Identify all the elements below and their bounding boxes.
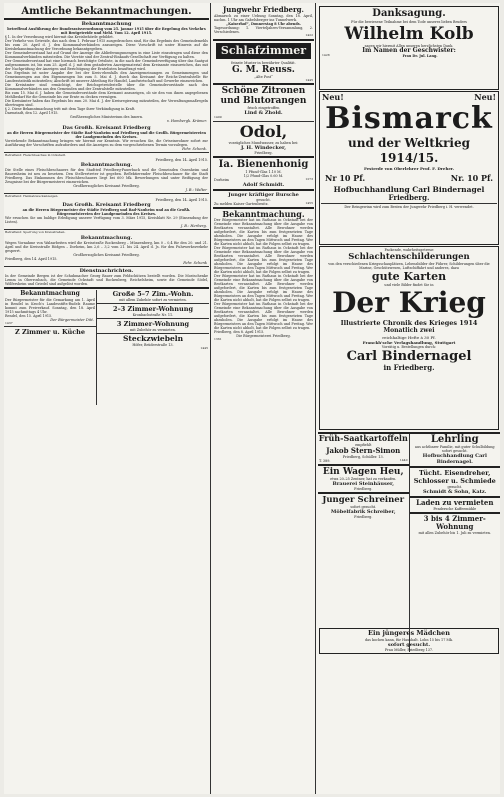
notice-authority: Großherzogliches Kreisamt Friedberg.	[73, 183, 140, 188]
notice-signature: Fehr. Schenk	[183, 260, 207, 265]
ad-title: Junger kräftiger Bursche	[228, 191, 299, 198]
ad-body: mit allem Zubehör sofort zu vermieten.	[119, 297, 187, 302]
ad-place: Friedberg.	[354, 515, 373, 519]
notice-paragraph: Der Gemeindevorstand hat auf Grund der Anzeige die Ablieferungsmengen in eine Liste einzutragen und diese den Kommunalverbänden mitzuteilen. Die Vorräte sind der Zentral-Einkaufs-Gesellschaft zur Verfügung zu halten.	[5, 51, 208, 59]
masthead: Amtliche Bekanntmachungen.	[21, 6, 192, 17]
notice-reference: Betreffend: Fleischbeschau in Ockstadt.	[5, 153, 66, 157]
ad-price: Nr 10 Pf.	[325, 173, 366, 183]
notice-signature: J. B.: Herberg.	[180, 224, 207, 229]
schlafzimmer-ad	[216, 43, 311, 59]
ad-title: Odol,	[239, 121, 288, 141]
ad-apartments	[97, 290, 209, 405]
ad-number: 1437	[5, 320, 13, 325]
ad-body: mit Zubehör zu vermieten.	[130, 327, 176, 332]
ad-title: Große 5–7 Zim.-Wohn.	[112, 289, 194, 298]
ad-title: Schlafzimmer	[220, 43, 307, 57]
ad-body: von den verschiedenen Kriegsschauplätzen, Lebensbilder der Führer, Schilderungen über die Marine, Geschützwesen, Luftschiffahrt und anderes, dazu	[328, 262, 490, 270]
ad-body: sofort gesucht.	[387, 641, 431, 648]
ad-title: Ia. Bienenhonig	[218, 158, 309, 170]
column-divider	[315, 3, 316, 794]
ad-footer	[213, 202, 314, 206]
ad-body: sofort gesucht.	[350, 505, 377, 509]
ad-body: Der Bürgermeister für die Gemarkung am 1. April in Rendel in Kroch's Landesstifts-Rudels Raume kommt zum Freiverkauf. Sonntag, den 18. April 1915 nachmittags 4 Uhr.	[5, 297, 95, 314]
ad-body: feinste Muster in bewährter Qualität.	[231, 60, 296, 65]
notice-paragraph: Der Gemeindevorstand hat eine hiernach berichtigte Ortsliste, in die nach der Gemeindeverfügung über das Saatgut aufgenommen ist, bis zum 25. April d. J. mit dem geänderten Anzeigematerial dem Kreisamte einzureichen, das mit der Nachprüfung der Anzeigen und Berichtigung der Erntelisten beauftragt wird.	[5, 59, 208, 71]
ad-place: Dorheim	[214, 177, 229, 182]
ad-firm: G. M. Reuss.	[232, 64, 295, 75]
notice-paragraph: § 2. Diese Bekanntmachung tritt mit dem Tage ihrer Verkündigung in Kraft.	[5, 107, 136, 111]
notice-authority: Großherzogliches Ministerium des Innern.	[69, 115, 144, 119]
ad-title: Früh-Saatkartoffeln	[318, 433, 408, 443]
ad-body: und viele Bilder findet Sie in	[384, 283, 434, 287]
notice-body: Vorstehende Bekanntmachung bringen wir hiermit zur Kenntnis. Wir ersuchen Sie, die Ortseinwohner sofort zur Ausführung der Vorschriften aufzufordern und die Anzeigen zu dem vorgeschriebenen Termin vorzulegen.	[5, 139, 208, 147]
ad-body: Vorrätig u. Bestellungen durch:	[381, 345, 437, 349]
ad-firm: Hofbuchhandlung Carl Bindernagel	[333, 185, 485, 194]
notice-title: Bekanntmachung.	[80, 161, 133, 168]
ad-prices	[325, 174, 493, 183]
ad-title: Schöne Zitronen und Blutorangen	[220, 86, 307, 107]
notice-body: Die Stelle eines Fleischbeschauers für den Stadtteil Friedberg-Fauerbach und die Gemeinden Ossenheim und Bauernheim ist neu zu besetzen. Den Stellvertreter ist gegeben. Reflektierender Fleischbeschauer für die Stadt Friedberg. Das Einkommen des Fleischbeschauers liegt bei 600 Mk. Bewerbungen sind unter Beifügung der Zeugnisse bei der Bürgermeisterei einzureichen.	[5, 167, 208, 184]
notice-subtitle: betreffend Ausführung der Bundesratsverordnung vom 25. Januar 1915 über die Regelung des Verkehrs mit Brotgetreide und Mehl. Vom 12. April 1915.	[7, 27, 206, 35]
notice-title: Bekanntmachung.	[80, 234, 133, 241]
notice-paragraph: § 1. In der Verordnung wird hiermit das Kreisbehörde gebildet.	[5, 35, 114, 39]
notice-body: Der Bürgermeister hat im Rathaus in Ockstadt bei der Gemeinde eine Bekanntmachung über die Ausgabe von Brotkarten veranstaltet. Alle Bewohner werden aufgefordert, die Karten bis zum festgesetzten Tage abzuholen. Die Ausgabe erfolgt im Hause des Bürgermeisters an den Tagen Mittwoch und Freitag. Wer die Karten nicht abholt, hat die Folgen selbst zu tragen.	[214, 245, 313, 274]
ad-body: Monatlich zwei	[383, 327, 435, 334]
ad-firm: Carl Bindernagel	[346, 349, 472, 364]
notice-authority: Die Bürgermeisterei Friedberg.	[236, 333, 291, 338]
ad-body: Der Reingewinn wird zum Besten der Jungwehr Friedberg i. H. verwendet.	[344, 205, 474, 209]
ad-title: Junger Schreiner	[322, 495, 405, 505]
notice-heading: Das Großh. Kreisamt Friedberg	[62, 202, 151, 209]
ad-body: sagen wir hiermit Allen unseren herzlichsten Dank.	[364, 44, 454, 48]
ad-body: Packende, wahrheitsgetreue	[384, 248, 434, 252]
notice-signature: Fehr. Schenk.	[182, 147, 207, 151]
notice-signature: v. Hombergk. Krämer.	[166, 119, 207, 123]
bismarck-ad	[319, 91, 499, 245]
ad-footer	[318, 459, 409, 463]
classified-ads-row	[318, 432, 500, 652]
ad-body: Abmarsch zu einer Uebung Sonntag, den 18. April, nachm. 1 Uhr am Gabelsberger ins Tunnelwerk.	[214, 14, 313, 22]
ad-title: 2–3 Zimmer-Wohnung	[113, 304, 193, 313]
ad-number: 1445	[200, 345, 208, 350]
ad-title: Ein jüngeres Mädchen	[368, 629, 450, 637]
ad-title: Lehrling	[430, 434, 479, 445]
notice-reference: Betreffend: Heimatzweckanzeigen.	[5, 193, 59, 198]
ad-number: 1409	[214, 115, 222, 120]
notice-paragraph: Bis zum 15. Mai d. J. haben die Gemeindevorstände dem Kreisamt anzuzeigen, ob sie den von ihnen angegebenen Mehlbedarf für die Gemeinde bis zur Ernte zu decken vermögen.	[5, 91, 208, 99]
notice-signature: J. B.: Walter	[185, 187, 207, 192]
ad-body: mit allen Zubehör bis 1. Juli zu vermieten.	[418, 531, 492, 535]
ad-price: 1 Pfund-Glas 1.10 M.	[245, 169, 282, 174]
ad-body: empfiehlt	[355, 443, 372, 447]
ad-firm: Hofbuchhandlung Carl Bindernagel.	[422, 453, 487, 465]
ad-firm: Möbelfabrik Schreiber,	[330, 509, 396, 515]
ad-body: „Alte Post“	[254, 74, 273, 79]
ad-title: Z Zimmer u. Küche	[14, 328, 86, 337]
classified-left	[318, 434, 410, 652]
ad-body: gesucht.	[256, 197, 271, 202]
ad-body: gesucht.	[447, 485, 463, 489]
advertisements-column	[213, 3, 314, 794]
ad-number: 1428	[322, 53, 330, 57]
notice-body: Wir ersuchen Sie um baldige Erledigung unserer Verfügung vom 3. März 1915, Kreisblatt Nr. 29 (Einsendung der Listen).	[5, 216, 208, 225]
ad-date: Rendel, den 15. April 1915.	[5, 313, 53, 318]
ad-subtitle: Illustrierte Chronik des Krieges 1914	[340, 319, 478, 327]
ad-firm: Jakob Stern-Simon	[326, 446, 401, 455]
ad-bekanntmachung	[4, 290, 97, 405]
ad-body: Zu melden Kaiser Gartenbesitz.	[214, 201, 269, 206]
ad-title: 3 bis 4 Zimmer-Wohnung	[423, 514, 486, 531]
ad-body: reichhaltige Hefte à 30 Pf.	[382, 335, 436, 340]
ad-body: Höfer, Brüderstraße 13.	[132, 342, 174, 347]
ad-title: Bekanntmachung	[20, 289, 80, 297]
notice-title: Bekanntmachung	[81, 21, 132, 27]
ad-number: 1440	[399, 458, 408, 462]
ad-body: Friedberg.	[254, 150, 273, 155]
notice-body: Der Bürgermeister hat im Rathaus in Ockstadt bei der Gemeinde eine Bekanntmachung über die Ausgabe von Brotkarten veranstaltet. Alle Bewohner werden aufgefordert, die Karten bis zum festgesetzten Tage abzuholen. Die Ausgabe erfolgt im Hause des Bürgermeisters an den Tagen Mittwoch und Freitag. Wer die Karten nicht abholt, hat die Folgen selbst zu tragen.	[214, 217, 313, 246]
notice-body: Der Bürgermeister hat im Rathaus in Ockstadt bei der Gemeinde eine Bekanntmachung über die Ausgabe von Brotkarten veranstaltet. Alle Bewohner werden aufgefordert, die Karten bis zum festgesetzten Tage abzuholen. Die Ausgabe erfolgt im Hause des Bürgermeisters an den Tagen Mittwoch und Freitag. Wer die Karten nicht abholt, hat die Folgen selbst zu tragen.	[214, 273, 313, 302]
ad-number: 1273	[305, 176, 313, 181]
ad-firm: Schmidt & Sohn, Katz.	[423, 489, 487, 495]
notice-paragraph: Die Kreisämter sind ermächtigt, der Reichsgetreidestelle über die Gemeindevorstände nach den Kommunalverbänden aus den Gemeinden und der Zentralstelle mitzuteilen.	[5, 83, 208, 91]
ad-title: Tücht. Eisendreher, Schlosser u. Schmiede	[413, 469, 496, 485]
official-announcements-column	[4, 3, 209, 794]
ad-body: Kronbachstraße Nr. 11.	[132, 312, 174, 317]
notice-date: Friedberg, den 14. April 1915.	[155, 157, 208, 162]
notice-date: Friedberg, den 8. April 1915.	[214, 329, 265, 334]
classified-right	[410, 434, 501, 652]
ad-place: Friedberg.	[354, 487, 373, 491]
newspaper-page	[4, 3, 500, 794]
ad-subtitle: und der Weltkrieg 1914/15.	[348, 136, 470, 165]
notice-heading: Das Großh. Kreisamt Friedberg	[62, 125, 151, 131]
ad-body: aus achtbarer Familie, mit guter Schulbildung sofort gesucht.	[414, 445, 495, 453]
danksagung-ad	[319, 6, 499, 90]
ad-body: etwa 20–25 Zentner, hat zu verkaufen.	[330, 477, 397, 481]
ad-subtitle: gute Karten	[371, 270, 447, 283]
ad-title: Ein Wagen Heu,	[322, 467, 404, 477]
ad-title: Jungwehr Friedberg.	[223, 5, 304, 14]
notice-subheading: an die Herren Bürgermeister der Städte Bad-Nauheim und Friedberg und die Großh. Bürgermeistereien der Landgemeinden des Kreises.	[7, 131, 206, 139]
ad-title: Bismarck	[325, 101, 493, 136]
ad-body: „Kaiserhof“, Donnerstag 8 Uhr abends.	[226, 22, 301, 26]
ad-body: Festrede von Oberlehrer Prof. F. Dreher.	[363, 166, 455, 171]
ad-signature: Der Bürgermeister Ditt.	[50, 317, 94, 322]
notice-subheading: an die Herren Bürgermeister der Städte Friedberg und Bad-Nauheim und an die Großh. Bürgermeistereien der Landgemeinden des Kreises.	[22, 208, 191, 217]
ad-signature: Im Namen der Geschwister:	[362, 47, 456, 54]
new-badge: Neu!	[322, 92, 344, 102]
ad-body: Tagesordnung: 1. Vierteljahres-Versammlung, 2. Verschiedenes.	[214, 26, 313, 34]
notice-place: Darmstadt, den 12. April 1915.	[5, 111, 59, 115]
notice-paragraph: Das Ergebnis ist unter Angabe der bei der Kreis-ebenfalls den Anzeigemeinungen zu Gemeinmengen und Gemeinmengen aus den Eigenmengen bis zum 5. Mai d. J. durch das Kreisamt der Reichs-Zentralstelle für Landesstatistik mitzuteilen; Abschrift ist unserer Abteilung für Handel, Landwirtschaft und Gewerbe einzureichen.	[5, 71, 208, 83]
notice-date: Friedberg, den 14. April 1915.	[155, 198, 208, 203]
ad-body: Für die bewiesene Teilnahme bei dem Tode unseres lieben Bruders	[351, 20, 467, 24]
ad-body: das kochen kann, für Haushalt. Lohn 15 bis 17 Mk.	[364, 637, 454, 642]
ad-place: Friedberg.	[388, 193, 430, 202]
notice-body: In der Gemeinde Bergen ist der Schuhmacher Georg Bauer zum Feldschützen bestellt worden. Die Mostschenke Lemm in Oberrosbach, die Gemeinde Ockstadt und Rockenberg, Reichelsheim, sowie die Gemeinde Södel, Wölfersheim und Griedel sind aufgelöst worden.	[5, 273, 208, 286]
ad-footer	[321, 54, 497, 58]
ad-body: frisch eingetroffen	[247, 106, 280, 111]
ad-price: Nr. 10 Pf.	[450, 173, 493, 183]
ad-number: 1445	[305, 77, 313, 82]
ad-body: Franckh'sche Verlagshandlung, Stuttgart	[362, 340, 456, 345]
ad-title: Der Krieg	[332, 286, 486, 319]
ad-place: in Friedberg.	[383, 363, 435, 372]
ad-title: 3 Zimmer-Wohnung	[116, 319, 190, 328]
ad-title: Danksagung.	[372, 8, 446, 19]
notice-title: Bekanntmachung.	[222, 208, 305, 219]
ad-number: 1422	[305, 33, 313, 37]
ad-place: Friedberg, Schüller. 13.	[342, 455, 384, 459]
display-ads-column	[318, 3, 500, 794]
notice-date: Friedberg, den 14. April 1915.	[5, 256, 58, 261]
new-badge: Neu!	[474, 92, 496, 102]
ad-phone: T. 389.	[319, 459, 331, 463]
notice-body: Der Bürgermeister hat im Rathaus in Ockstadt bei der Gemeinde eine Bekanntmachung über die Ausgabe von Brotkarten veranstaltet. Alle Bewohner werden aufgefordert, die Karten bis zum festgesetzten Tage abzuholen. Die Ausgabe erfolgt im Hause des Bürgermeisters an den Tagen Mittwoch und Freitag. Wer die Karten nicht abholt, hat die Folgen selbst zu tragen.	[214, 301, 313, 330]
ad-signature: Frau Dr. Jul. Lang.	[402, 54, 438, 58]
ad-title: Steckzwiebeln	[122, 333, 184, 343]
ad-firm: Fendersche Kaffeemühle	[433, 507, 477, 511]
ad-body: vorzügliches Mundwasser, zu haben bei:	[228, 140, 299, 145]
ad-price: 1/2 Pfund-Glas 0.60 M.	[243, 173, 284, 178]
ad-number: 1455	[305, 200, 313, 205]
notice-title: Dienstnachrichten.	[79, 267, 134, 274]
ad-firm: Brauerei Steinhäuser,	[332, 481, 395, 487]
ad-firm: Frau Müller, Friedberg 137.	[384, 647, 434, 652]
column-divider	[210, 3, 211, 794]
notice-reference: Betreffend: Sperrung von Kreisstraßen.	[5, 230, 66, 235]
der-krieg-ad	[319, 246, 499, 430]
ad-firm: Adolf Schmidt.	[242, 181, 285, 188]
classified-ads-row	[4, 290, 209, 405]
ad-firm: J. H. Windecker,	[240, 144, 287, 151]
notice-body: Wegen Vornahme von Walzarbeiten wird die Kreisstraße Rockenberg – Münzenberg, km 0 – 0,4 für den 20. und 21. April und die Kreisstraße Rödgen – Dorheim, km 2,6 – 3,2 vom 21. bis 24. April d. Js. für den Fuhrwerksverkehr gesperrt.	[5, 240, 208, 253]
notice-paragraph: Der Verkehr von Getreide, das nach dem 1. Februar 1915 ausgedroschen sind, für das Ergebnis des Gemeindemehls bis zum 20. April d. J. den Kommunalverbänden anzuzeigen. Diese Vorschrift ist unter Hinweis auf die Kreisbekanntmachung der Verordnung bekanntgegeben.	[5, 39, 208, 51]
deceased-name: Wilhelm Kolb	[344, 24, 474, 44]
notice-authority: Großherzogliches Kreisamt Friedberg.	[73, 252, 140, 257]
ad-title: Schlachtenschilderungen	[348, 252, 470, 262]
notice-paragraph: Die Kreisämter haben das Ergebnis bis zum 20. Mai d. J. der Kreisregierung mitzuteilen, der Verwaltungsmaßregeln übertragen sind.	[5, 99, 208, 107]
ad-title: Laden zu vermieten	[416, 498, 494, 507]
ad-firm: Lind & Zhold.	[244, 110, 283, 117]
ad-number: 1361	[214, 336, 222, 341]
